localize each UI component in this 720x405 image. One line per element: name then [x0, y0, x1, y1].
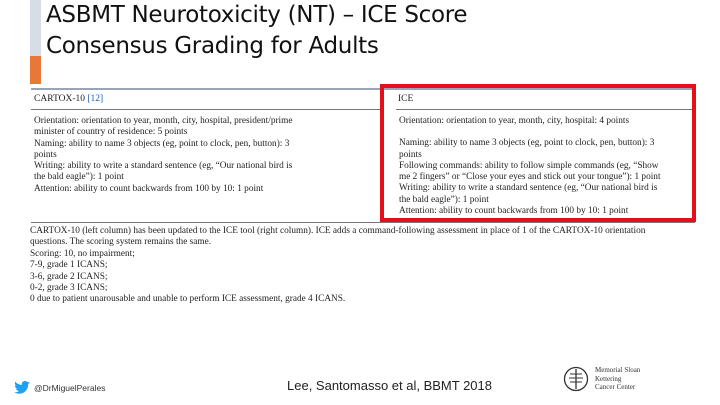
logo-line-1: Memorial Sloan Kettering — [595, 366, 641, 383]
table-footnote — [30, 226, 695, 306]
citation: Lee, Santomasso et al, BBMT 2018 — [287, 378, 492, 393]
footnote-line: CARTOX-10 (left column) has been updated to the ICE tool (right column). ICE adds a command-following assessment in place of 1 of the CARTOX-10 orientation — [30, 226, 646, 236]
cartox-line: Writing: ability to write a standard sentence (eg, “Our national bird is — [34, 161, 293, 172]
handle-text: @DrMiguelPerales — [34, 382, 106, 393]
logo-wordmark — [595, 366, 665, 392]
ice-column-header: ICE — [398, 94, 414, 104]
footnote-line: questions. The scoring system remains the same. — [30, 237, 212, 248]
title-line-1: ASBMT Neurotoxicity (NT) – ICE Score — [46, 2, 468, 28]
accent-bar — [30, 0, 41, 84]
footnote-line: 3-6, grade 2 ICANS; — [30, 271, 108, 282]
cartox-header-label: CARTOX-10 — [34, 94, 85, 104]
twitter-bird-icon — [14, 381, 30, 394]
ice-line: Writing: ability to write a standard sentence (eg, “Our national bird is — [399, 183, 658, 194]
ice-line: Following commands: ability to follow simple commands (eg, “Show — [399, 160, 659, 171]
cartox-line: points — [34, 149, 57, 160]
cartox-line: minister of country of residence: 5 points — [34, 127, 188, 138]
ice-highlight-box — [380, 84, 696, 222]
reference-link[interactable]: [12] — [87, 94, 104, 104]
ice-line: me 2 fingers” or “Close your eyes and stick out your tongue”): 1 point — [399, 172, 661, 183]
cartox-line: the bald eagle”): 1 point — [34, 172, 124, 183]
table-bottom-rule — [31, 222, 695, 223]
ice-line: Naming: ability to name 3 objects (eg, point to clock, pen, button): 3 — [399, 138, 655, 149]
footnote-line: 7-9, grade 1 ICANS; — [30, 260, 108, 271]
footnote-line: 0-2, grade 3 ICANS; — [30, 283, 108, 294]
logo-line-2: Cancer Center — [595, 383, 636, 392]
ice-line: Attention: ability to count backwards from 100 by 10: 1 point — [399, 206, 629, 217]
cartox-column — [34, 116, 379, 195]
ice-line: Orientation: orientation to year, month, city, hospital: 4 points — [399, 116, 630, 126]
slide-title — [46, 0, 467, 62]
footnote-line: 0 due to patient unarousable and unable to perform ICE assessment, grade 4 ICANS. — [30, 294, 346, 305]
ice-line: the bald eagle”): 1 point — [399, 194, 489, 205]
footnote-line: Scoring: 10, no impairment; — [30, 248, 135, 259]
mskcc-logo — [563, 366, 665, 392]
cartox-line: Orientation: orientation to year, month, city, hospital, president/prime — [34, 116, 293, 126]
title-line-2: Consensus Grading for Adults — [46, 33, 379, 59]
cartox-column-header — [34, 94, 103, 104]
cartox-line: Attention: ability to count backwards from 100 by 10: 1 point — [34, 183, 264, 194]
mskcc-emblem-icon — [563, 366, 589, 392]
accent-bar-orange — [30, 56, 41, 84]
twitter-handle[interactable] — [14, 381, 105, 394]
cartox-line: Naming: ability to name 3 objects (eg, point to clock, pen, button): 3 — [34, 138, 290, 149]
ice-line: points — [399, 149, 422, 160]
header-rule-left — [31, 109, 380, 110]
